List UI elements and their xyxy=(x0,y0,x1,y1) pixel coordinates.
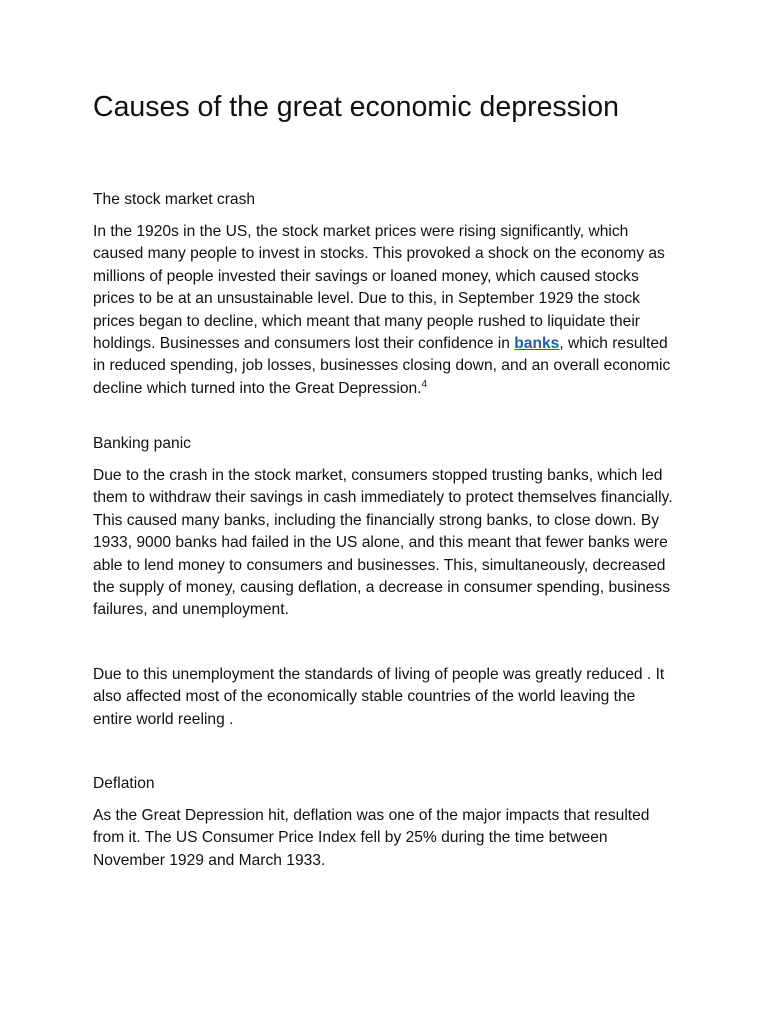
section-heading-banking-panic: Banking panic xyxy=(93,435,191,452)
paragraph-unemployment: Due to this unemployment the standards of living of people was greatly reduced . It also affected most of the economically stable countries of the world leaving the entire world reeling . xyxy=(93,666,665,728)
section-heading-deflation: Deflation xyxy=(93,775,155,792)
paragraph-text: , which resulted in reduced spending, job losses, businesses closing down, and an overall economic decline which turned into the Great Depression. xyxy=(93,335,671,397)
footnote-marker: 4 xyxy=(421,378,428,390)
paragraph-banking-panic: Due to the crash in the stock market, consumers stopped trusting banks, which led them to withdraw their savings in cash immediately to protect themselves financially. This caused many banks, including the financially strong banks, to close down. By 1933, 9000 banks had failed in the US alone, and this meant that fewer banks were able to lend money to consumers and businesses. This, simultaneously, decreased the supply of money, causing deflation, a decrease in consumer spending, business failures, and unemployment. xyxy=(93,467,673,619)
paragraph-text: In the 1920s in the US, the stock market prices were rising significantly, which caused many people to invest in stocks. This provoked a shock on the economy as millions of people invested their savings or loaned money, which caused stocks prices to be at an unsustainable level. Due to this, in September 1929 the stock prices began to decline, which meant that many people rushed to liquidate their holdings. Businesses and consumers lost their confidence in xyxy=(93,223,665,353)
section-heading-stock-market-crash: The stock market crash xyxy=(93,191,256,208)
banks-link[interactable]: banks xyxy=(514,335,560,353)
paragraph-deflation: As the Great Depression hit, deflation was one of the major impacts that resulted from it. The US Consumer Price Index fell by 25% during the time between November 1929 and March 1933. xyxy=(93,807,650,869)
paragraph-stock-market-crash xyxy=(93,221,677,400)
page-title: Causes of the great economic depression xyxy=(93,91,619,123)
